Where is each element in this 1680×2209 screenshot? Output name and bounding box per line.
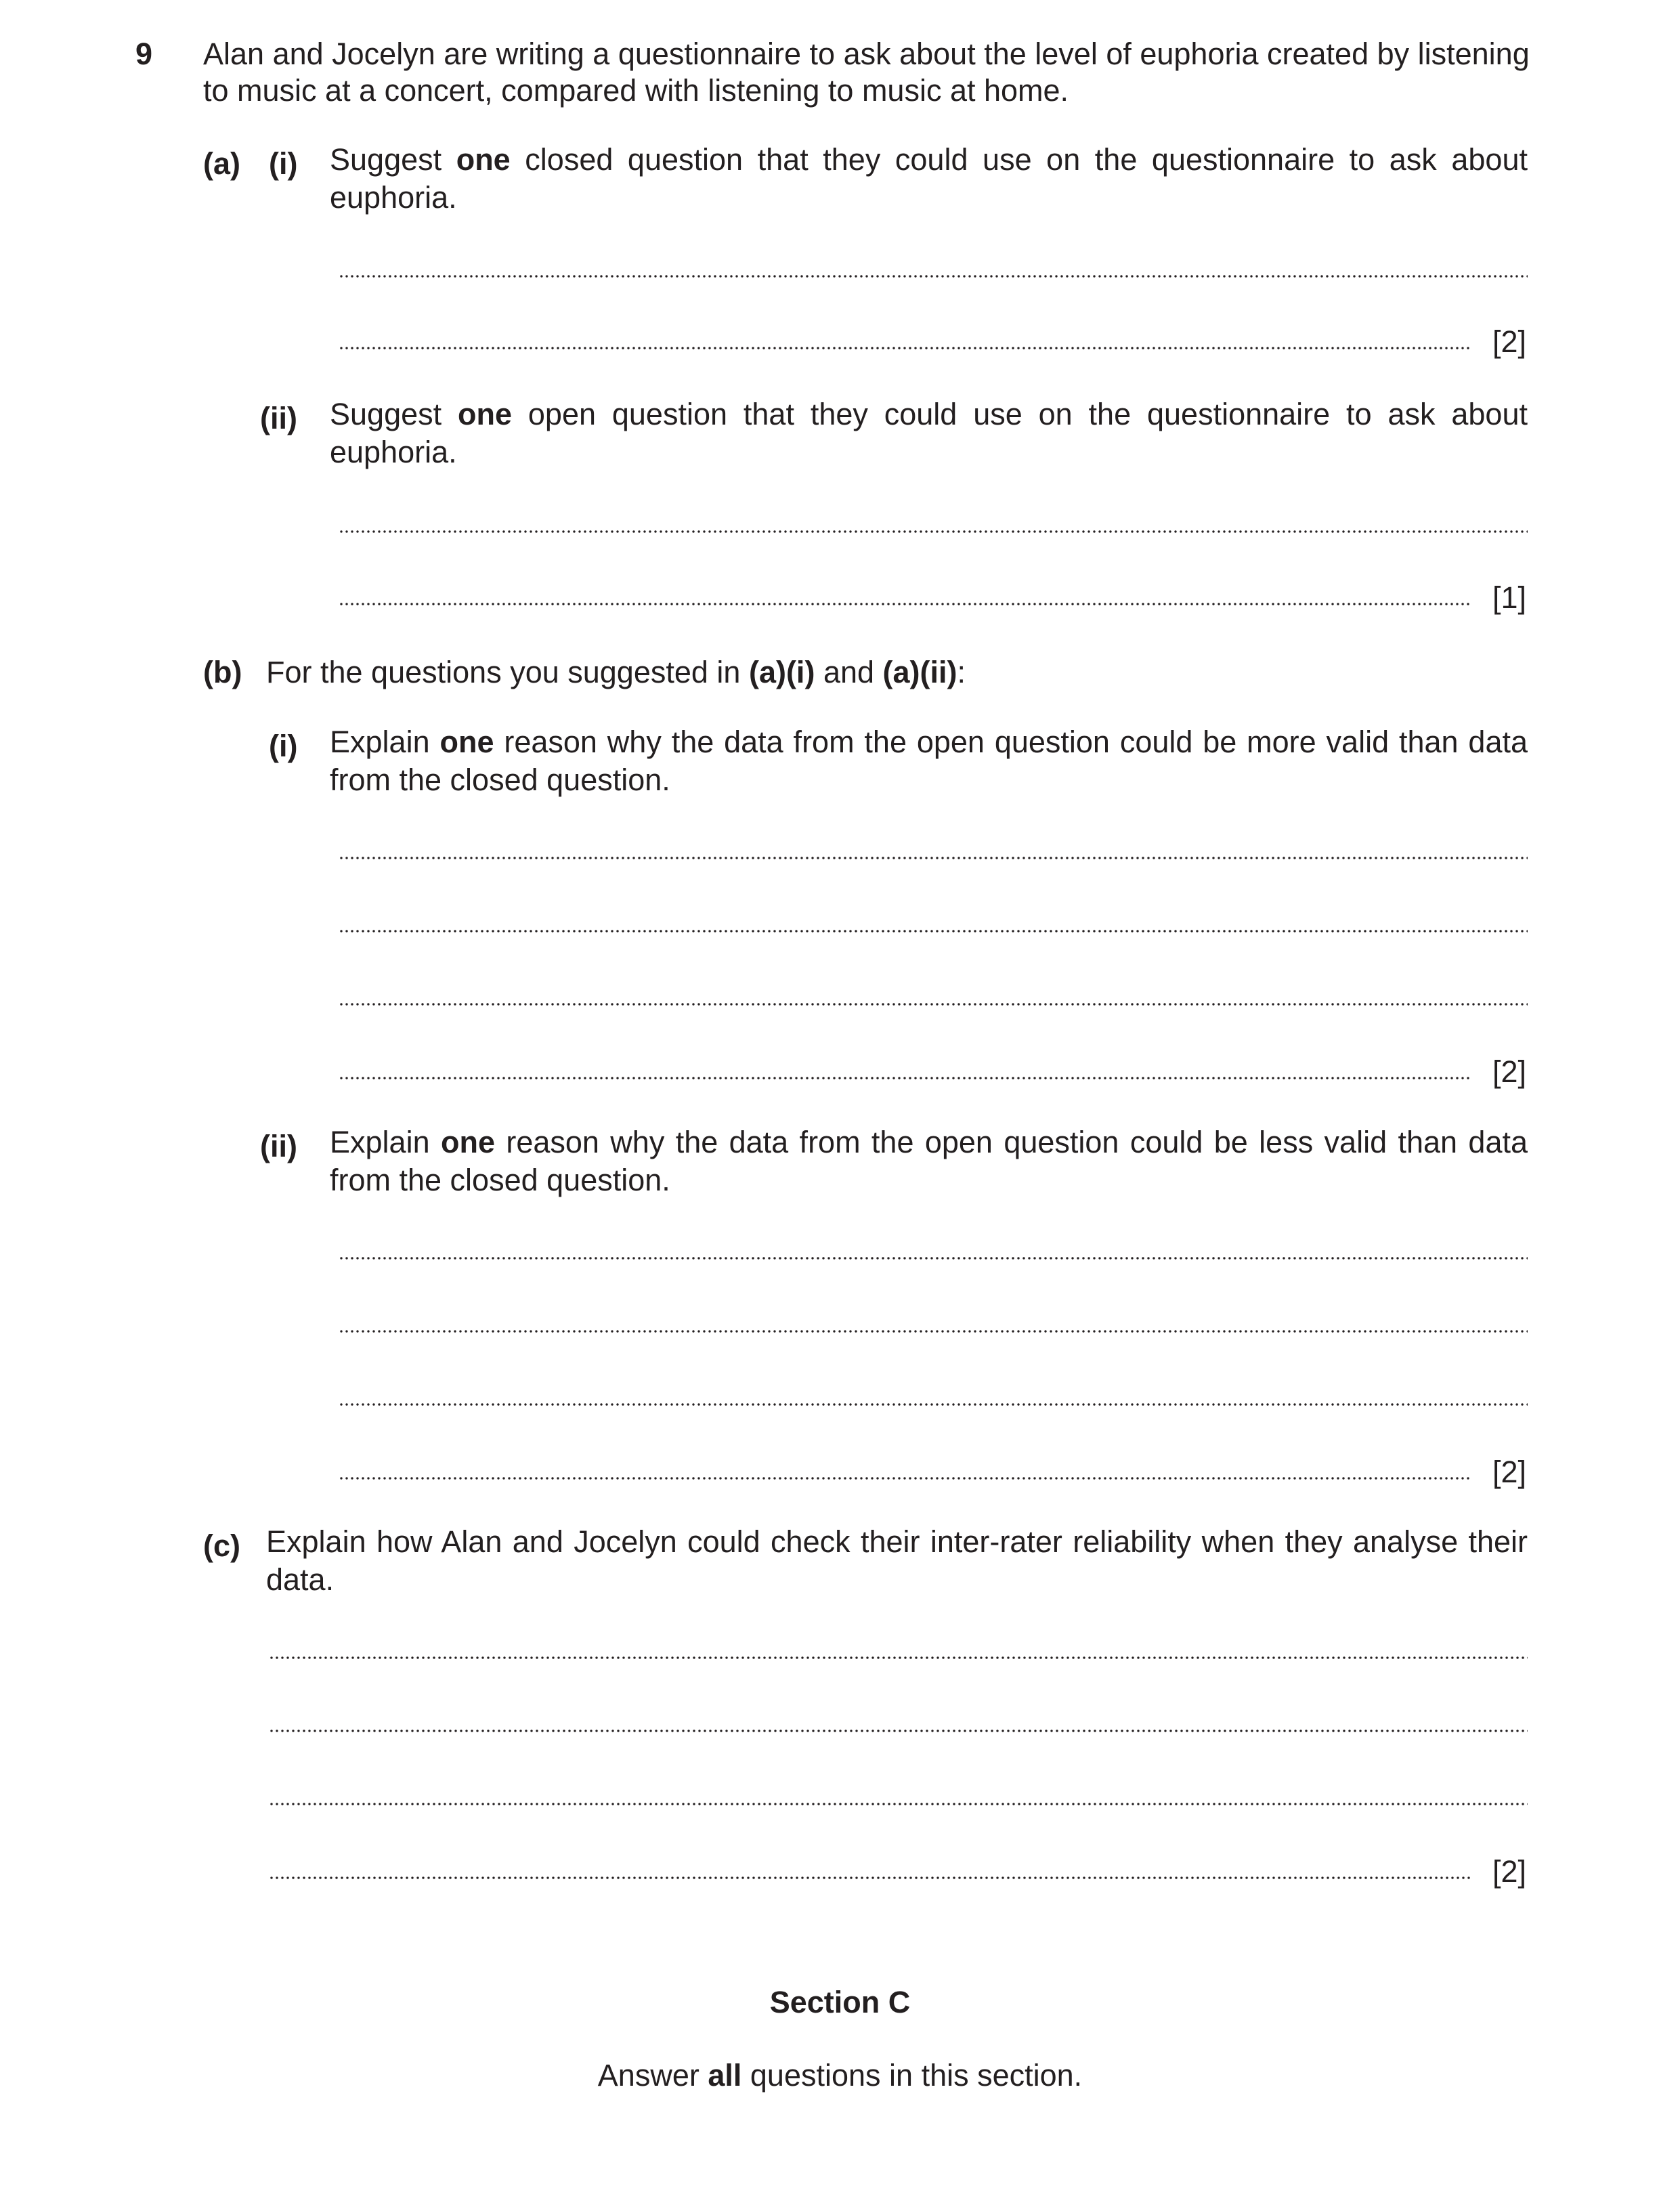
answer-line[interactable]	[339, 930, 1528, 932]
part-a-ii-prompt: Suggest one open question that they could use on the questionnaire to ask about euphoria.	[330, 397, 1528, 469]
answer-line[interactable]	[269, 1876, 1471, 1879]
question-number: 9	[135, 37, 153, 71]
answer-line[interactable]	[339, 603, 1471, 605]
part-b-intro: For the questions you suggested in (a)(i) and (a)(ii):	[266, 655, 966, 689]
answer-line[interactable]	[269, 1803, 1528, 1805]
part-a-label: (a)	[203, 146, 240, 181]
answer-line[interactable]	[339, 1403, 1528, 1406]
part-b-label: (b)	[203, 655, 242, 689]
part-c-prompt: Explain how Alan and Jocelyn could check their inter-rater reliability when they analyse their data.	[266, 1524, 1528, 1597]
answer-line[interactable]	[269, 1656, 1528, 1659]
marks-c: [2]	[1492, 1854, 1527, 1889]
answer-line[interactable]	[339, 1257, 1528, 1260]
marks-b-i: [2]	[1492, 1054, 1527, 1089]
part-c-label: (c)	[203, 1528, 240, 1563]
part-b-i-prompt: Explain one reason why the data from the open question could be more valid than data from the closed question.	[330, 725, 1528, 797]
section-title: Section C	[769, 1985, 911, 2019]
section-instruction: Answer all questions in this section.	[597, 2058, 1083, 2093]
answer-line[interactable]	[339, 857, 1528, 859]
part-a-i-label: (i)	[269, 146, 298, 181]
answer-line[interactable]	[339, 530, 1528, 533]
part-a-ii-label: (ii)	[260, 401, 297, 435]
part-b-ii-label: (ii)	[260, 1129, 297, 1163]
part-a-i-prompt: Suggest one closed question that they could use on the questionnaire to ask about euphoria.	[330, 142, 1528, 215]
answer-line[interactable]	[339, 1077, 1471, 1079]
answer-line[interactable]	[339, 1003, 1528, 1006]
question-stem-line-1: Alan and Jocelyn are writing a questionnaire to ask about the level of euphoria created by listening	[203, 37, 1530, 71]
question-stem-line-2: to music at a concert, compared with listening to music at home.	[203, 73, 1069, 108]
answer-line[interactable]	[269, 1730, 1528, 1732]
part-b-i-label: (i)	[269, 729, 298, 763]
answer-line[interactable]	[339, 347, 1471, 349]
answer-line[interactable]	[339, 1330, 1528, 1333]
marks-a-ii: [1]	[1492, 580, 1527, 615]
part-b-ii-prompt: Explain one reason why the data from the open question could be less valid than data from the closed question.	[330, 1125, 1528, 1197]
answer-line[interactable]	[339, 275, 1528, 278]
marks-b-ii: [2]	[1492, 1455, 1527, 1489]
marks-a-i: [2]	[1492, 324, 1527, 359]
answer-line[interactable]	[339, 1477, 1471, 1480]
